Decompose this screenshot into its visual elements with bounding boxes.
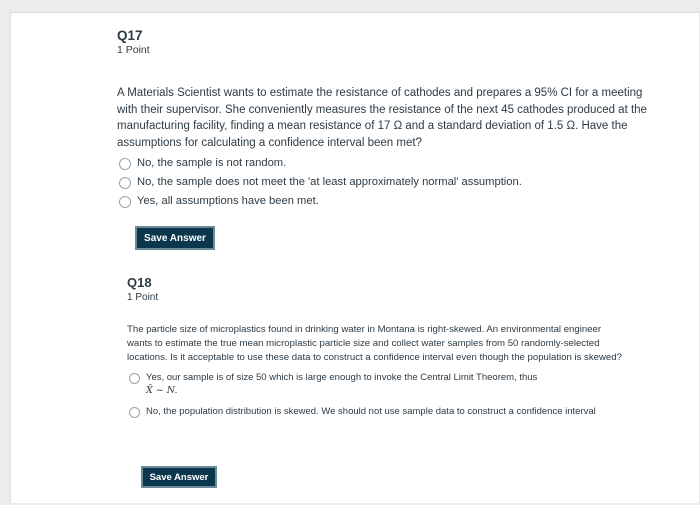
answer-option-math: X̄ ~ N.: [146, 384, 178, 396]
question-q18: [127, 275, 627, 483]
answer-option[interactable]: [119, 155, 657, 171]
answer-option-content: [146, 371, 537, 397]
question-points: 1 Point: [127, 292, 159, 303]
answer-option-label: No, the population distribution is skewed. We should not use sample data to construct a confidence interval: [146, 405, 596, 417]
answer-option[interactable]: [129, 371, 627, 397]
save-answer-button[interactable]: Save Answer: [135, 226, 215, 250]
question-text: A Materials Scientist wants to estimate the resistance of cathodes and prepares a 95% CI for a meeting with their supervisor. She conveniently measures the resistance of the next 45 cathodes produced at the manufacturing facility, finding a mean resistance of 17 Ω and a standard deviation of 1.5 Ω. Have the assumptions for calculating a confidence interval been met?: [117, 87, 647, 149]
radio-button[interactable]: [129, 373, 140, 384]
question-text: The particle size of microplastics found in drinking water in Montana is right-skewed. An environmental engineer wants to estimate the true mean microplastic particle size and collect water samples from 50 randomly-selected locations. Is it acceptable to use these data to construct a confidence interval even though the population is skewed?: [127, 324, 622, 363]
radio-button[interactable]: [119, 158, 131, 170]
question-title: Q18: [127, 275, 152, 290]
answer-option-label: Yes, our sample is of size 50 which is large enough to invoke the Central Limit Theorem, thus: [146, 371, 538, 383]
answer-options: [127, 371, 627, 418]
answer-option-label: No, the sample does not meet the 'at least approximately normal' assumption.: [137, 176, 522, 189]
save-answer-button[interactable]: Save Answer: [141, 466, 217, 488]
radio-button[interactable]: [129, 407, 140, 418]
radio-button[interactable]: [119, 196, 131, 208]
answer-option-label: No, the sample is not random.: [137, 157, 287, 170]
question-title: Q17: [117, 28, 143, 43]
question-q17: [117, 28, 657, 244]
answer-option[interactable]: [129, 405, 627, 418]
quiz-page: [10, 12, 699, 503]
answer-option[interactable]: [119, 174, 657, 190]
question-points: 1 Point: [117, 44, 150, 56]
answer-options: [117, 155, 657, 209]
answer-option-label: Yes, all assumptions have been met.: [137, 195, 319, 208]
answer-option[interactable]: [119, 193, 657, 209]
radio-button[interactable]: [119, 177, 131, 189]
